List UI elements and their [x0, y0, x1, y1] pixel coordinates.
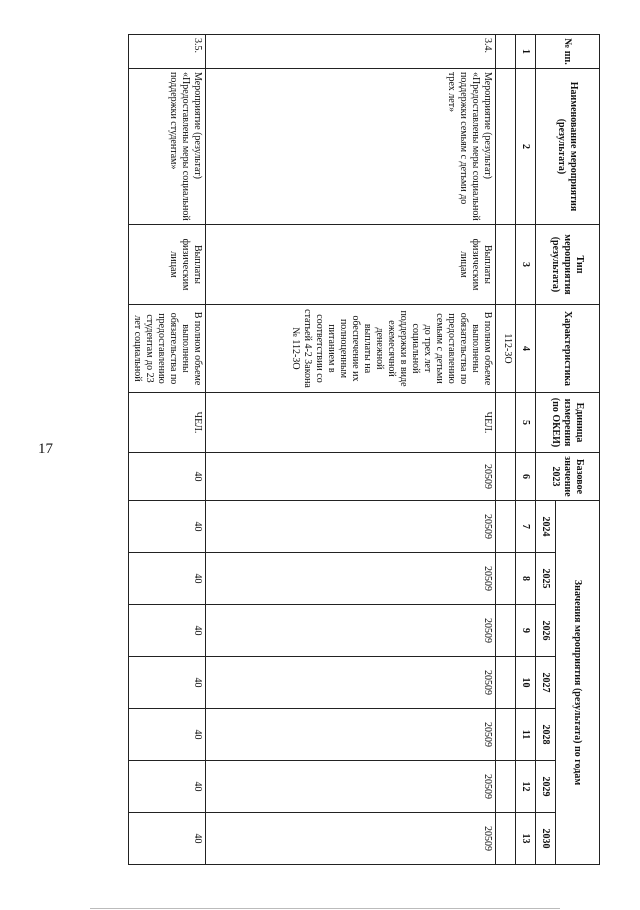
- row-num: 3.5.: [129, 35, 206, 69]
- column-number: 9: [516, 605, 536, 657]
- column-number-row: [516, 35, 536, 865]
- continuation-row: [496, 35, 516, 865]
- row-type: Выплаты физическим лицам: [129, 225, 206, 305]
- row-base: 40: [129, 453, 206, 501]
- row-value: 20509: [206, 813, 496, 865]
- row-characteristic: В полном объеме выполнены обязательства по предоставлению семьям с детьми до трех лет социальной поддержки в виде ежемесячной денежной выплаты на обеспечение их полноценным питанием в соответствии со статьей 4-2 Закона № 112-ЗО: [206, 305, 496, 393]
- row-name: Мероприятие (результат) «Предоставлены меры социальной поддержки студентам»: [129, 69, 206, 225]
- row-value: 40: [129, 761, 206, 813]
- column-number: 11: [516, 709, 536, 761]
- header-year: 2025: [536, 553, 556, 605]
- header-year: 2024: [536, 501, 556, 553]
- column-number: 12: [516, 761, 536, 813]
- column-number: 3: [516, 225, 536, 305]
- column-number: 1: [516, 35, 536, 69]
- row-value: 20509: [206, 761, 496, 813]
- table-sheet: [130, 34, 600, 864]
- table-row: [206, 35, 496, 865]
- row-unit: ЧЕЛ.: [129, 393, 206, 453]
- row-value: 40: [129, 501, 206, 553]
- row-unit: ЧЕЛ.: [206, 393, 496, 453]
- row-value: 20509: [206, 709, 496, 761]
- column-number: 7: [516, 501, 536, 553]
- header-characteristic: Характеристика: [536, 305, 600, 393]
- row-characteristic: В полном объеме выполнены обязательства по предоставлению студентам до 23 лет социальной: [129, 305, 206, 393]
- row-value: 40: [129, 813, 206, 865]
- header-num: № пп.: [536, 35, 600, 69]
- column-number: 6: [516, 453, 536, 501]
- page-bottom-rule: [90, 908, 560, 909]
- row-name: Мероприятие (результат) «Предоставлены меры социальной поддержки семьям с детьми до трех лет»: [206, 69, 496, 225]
- row-base: 20509: [206, 453, 496, 501]
- column-number: 2: [516, 69, 536, 225]
- column-number: 13: [516, 813, 536, 865]
- row-value: 20509: [206, 501, 496, 553]
- row-value: 20509: [206, 553, 496, 605]
- measures-table: [128, 34, 600, 865]
- column-number: 5: [516, 393, 536, 453]
- header-name: Наименование мероприятия (результата): [536, 69, 600, 225]
- row-value: 20509: [206, 657, 496, 709]
- column-number: 4: [516, 305, 536, 393]
- header-year: 2026: [536, 605, 556, 657]
- row-type: Выплаты физическим лицам: [206, 225, 496, 305]
- row-value: 20509: [206, 605, 496, 657]
- header-year: 2027: [536, 657, 556, 709]
- row-value: 40: [129, 657, 206, 709]
- header-type: Тип мероприятия (результата): [536, 225, 600, 305]
- continuation-text: 112-ЗО: [496, 305, 516, 393]
- row-num: 3.4.: [206, 35, 496, 69]
- header-base: Базовое значение 2023: [536, 453, 600, 501]
- header-year: 2029: [536, 761, 556, 813]
- row-value: 40: [129, 553, 206, 605]
- row-value: 40: [129, 605, 206, 657]
- header-unit: Единица измерения (по ОКЕИ): [536, 393, 600, 453]
- table-row: [129, 35, 206, 865]
- header-values: Значения мероприятия (результата) по годам: [556, 501, 600, 865]
- row-value: 40: [129, 709, 206, 761]
- header-year: 2030: [536, 813, 556, 865]
- column-number: 8: [516, 553, 536, 605]
- header-year: 2028: [536, 709, 556, 761]
- page-number: 17: [38, 441, 53, 457]
- column-number: 10: [516, 657, 536, 709]
